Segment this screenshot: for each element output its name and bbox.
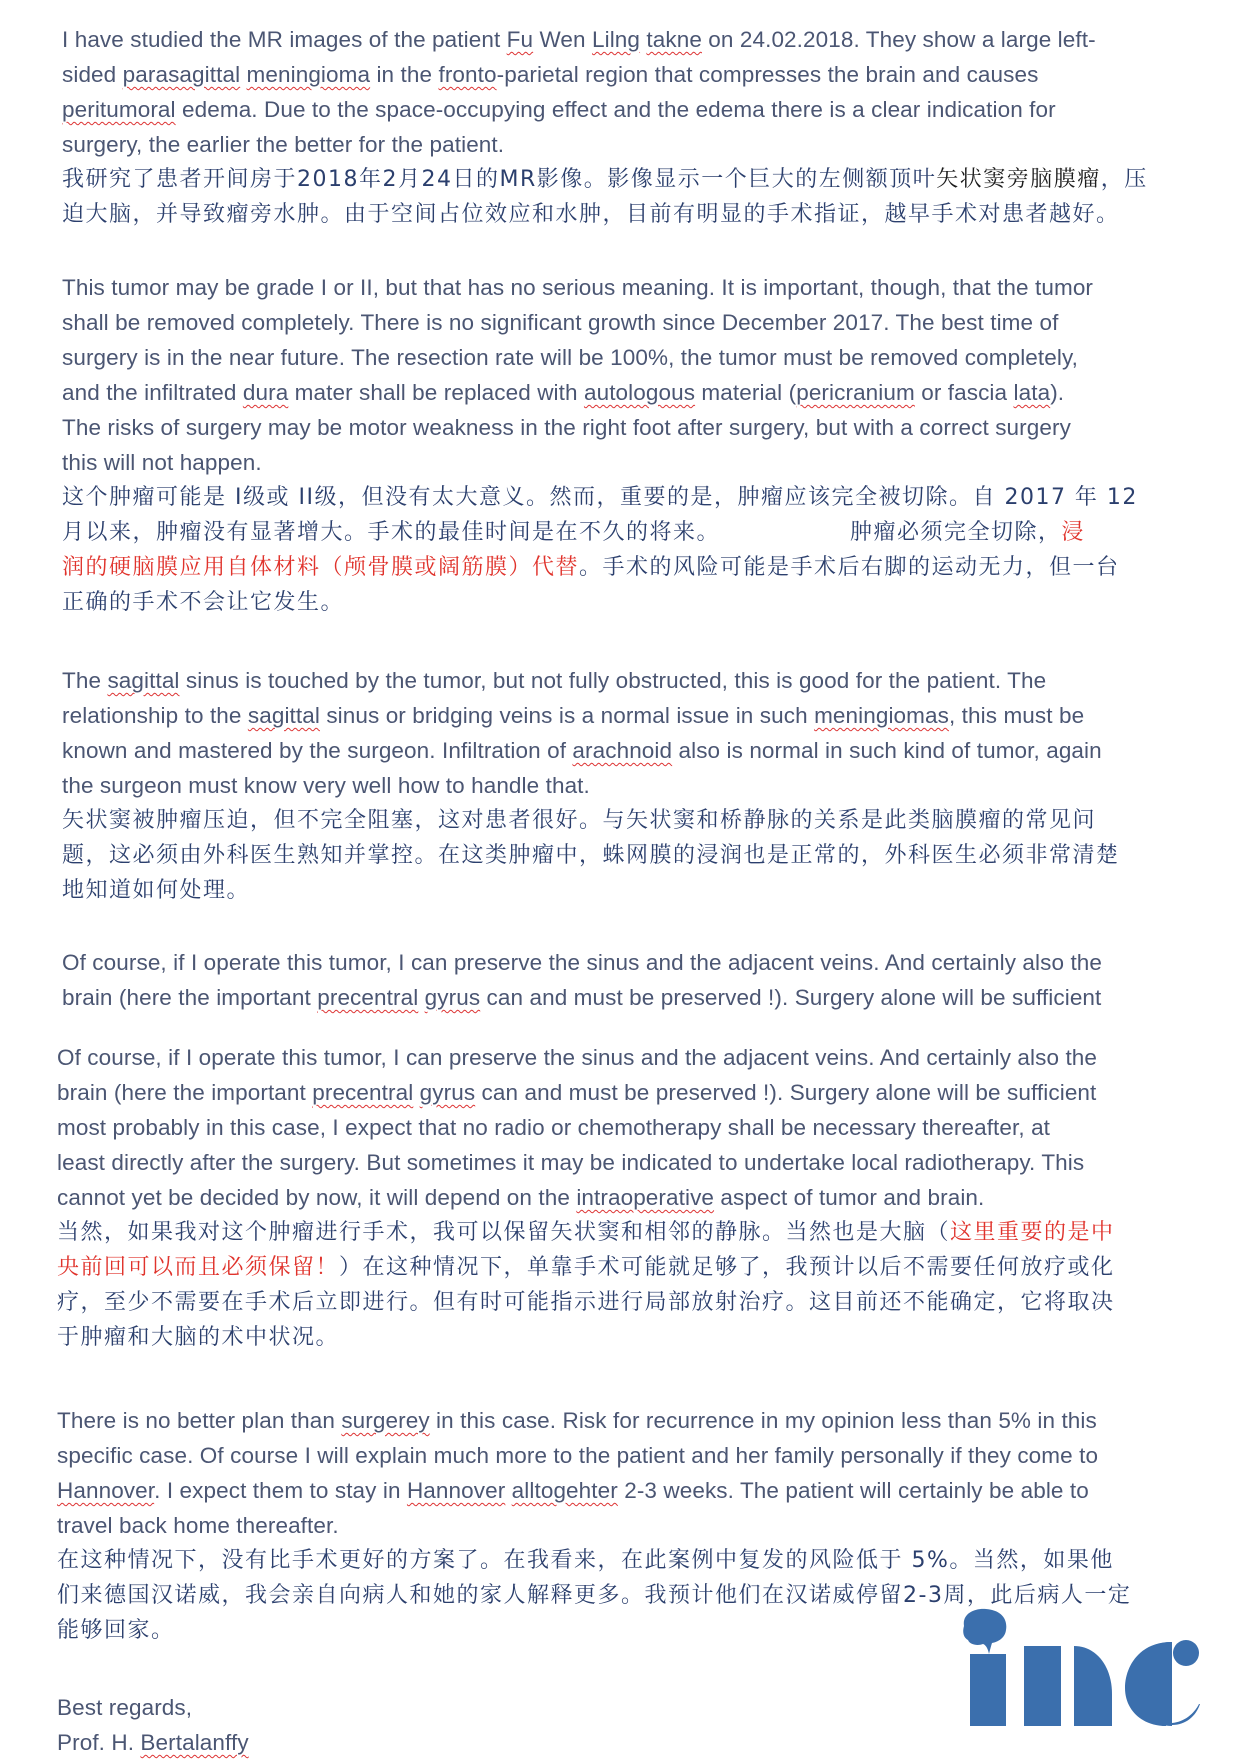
paragraph-block — [62, 270, 1138, 620]
text-segment: 题，这必须由外科医生熟知并掌控。在这类肿瘤中，蛛网膜的浸润也是正常的，外科医生必须非常清楚 — [62, 843, 1120, 868]
text-segment: The — [62, 668, 108, 693]
english-text-line — [62, 92, 1072, 127]
text-segment: this will not happen. — [62, 450, 262, 475]
text-segment: least directly after the surgery. But sometimes it may be indicated to undertake local radiotherapy. This — [57, 1150, 1085, 1175]
text-segment: 正确的手术不会让它发生。 — [62, 590, 345, 615]
text-segment: surgery, the earlier the better for the patient. — [62, 132, 505, 157]
text-segment: or fascia — [914, 380, 1014, 405]
text-segment: specific case. Of course I will explain much more to the patient and her family personally if they come to — [57, 1443, 1099, 1468]
english-text-line — [62, 663, 1072, 698]
spellcheck-flagged-word: intraoperative — [576, 1185, 715, 1210]
text-segment: the surgeon must know very well how to handle that. — [62, 773, 590, 798]
text-segment: 们来德国汉诺威，我会亲自向病人和她的家人解释更多。我预计他们在汉诺威停留2-3周，此后病人一定 — [57, 1583, 1132, 1608]
text-segment: 能够回家。 — [57, 1618, 175, 1643]
spellcheck-flagged-word: surgerey — [341, 1408, 430, 1433]
spellcheck-flagged-word: takne — [646, 27, 702, 52]
text-segment: 月以来，肿瘤没有显著增大。手术的最佳时间是在不久的将来。 肿瘤必须完全切除， — [62, 520, 1062, 545]
spellcheck-flagged-word: meningiomas — [814, 703, 949, 728]
spellcheck-flagged-word: autologous — [583, 380, 696, 405]
spellcheck-flagged-word: Lilng — [591, 27, 641, 52]
text-segment: and the infiltrated — [62, 380, 243, 405]
chinese-text-line — [62, 585, 1072, 620]
english-text-line — [62, 980, 1102, 1015]
paragraph-block — [57, 1040, 1115, 1355]
chinese-text-line — [57, 1250, 1115, 1285]
spellcheck-flagged-word: meningioma — [246, 62, 371, 87]
english-text-line — [57, 1145, 1085, 1180]
text-segment: 这个肿瘤可能是 I级或 II级，但没有太大意义。然而，重要的是，肿瘤应该完全被切除。自 2017 年 12 — [62, 485, 1138, 510]
english-text-line — [62, 270, 1094, 305]
spellcheck-flagged-word: Bertalanffy — [140, 1730, 249, 1755]
english-text-line — [62, 445, 1072, 480]
english-text-line — [57, 1725, 1067, 1760]
text-segment: 。手术的风险可能是手术后右脚的运动无力，但一台 — [579, 555, 1120, 580]
english-text-line — [57, 1180, 1067, 1215]
english-text-line — [57, 1110, 1067, 1145]
chinese-text-line — [62, 838, 1120, 873]
chinese-text-line — [57, 1320, 1067, 1355]
text-segment: 迫大脑，并导致瘤旁水肿。由于空间占位效应和水肿，目前有明显的手术指证，越早手术对患者越好。 — [62, 202, 1120, 227]
text-segment: shall be removed completely. There is no significant growth since December 2017. The best time of — [62, 310, 1059, 335]
english-text-line — [62, 57, 1072, 92]
text-segment: ). — [1050, 380, 1065, 405]
text-segment: 疗，至少不需要在手术后立即进行。但有时可能指示进行局部放射治疗。这目前还不能确定，它将取决 — [57, 1290, 1115, 1315]
text-segment: Wen — [533, 27, 592, 52]
highlighted-text: 这里重要的是中 — [950, 1220, 1115, 1245]
text-segment: 当然，如果我对这个肿瘤进行手术，我可以保留矢状窦和相邻的静脉。当然也是大脑（ — [57, 1220, 951, 1245]
text-segment: , this must be — [948, 703, 1085, 728]
spellcheck-flagged-word: dura — [242, 380, 289, 405]
text-segment: . I expect them to stay in — [154, 1478, 407, 1503]
highlighted-text: 润的硬脑膜应用自体材料（颅骨膜或阔筋膜）代替 — [62, 555, 580, 580]
text-segment: cannot yet be decided by now, it will depend on the — [57, 1185, 577, 1210]
text-segment: can and must be preserved !). Surgery alone will be sufficient — [475, 1080, 1097, 1105]
paragraph-block — [57, 1403, 1132, 1648]
spellcheck-flagged-word: gyrus — [424, 985, 481, 1010]
spellcheck-flagged-word: fronto — [438, 62, 497, 87]
text-segment: edema. Due to the space-occupying effect and the edema there is a clear indication for — [175, 97, 1056, 122]
text-segment: travel back home thereafter. — [57, 1513, 339, 1538]
spellcheck-flagged-word: sagittal — [107, 668, 180, 693]
text-segment: sinus or bridging veins is a normal issue in such — [319, 703, 815, 728]
text-segment: ，压 — [1100, 167, 1148, 192]
english-text-line — [57, 1403, 1097, 1438]
chinese-text-line — [57, 1578, 1132, 1613]
text-segment: -parietal region that compresses the brain and causes — [496, 62, 1039, 87]
chinese-text-line — [57, 1543, 1114, 1578]
chinese-text-line — [62, 162, 1148, 197]
english-text-line — [62, 375, 1072, 410]
text-segment: This tumor may be grade I or II, but that has no serious meaning. It is important, though, that the tumor — [62, 275, 1094, 300]
text-segment: mater shall be replaced with — [288, 380, 584, 405]
text-segment: Of course, if I operate this tumor, I can preserve the sinus and the adjacent veins. And certainly also the — [62, 950, 1103, 975]
chinese-text-line — [62, 515, 1086, 550]
text-segment: in the — [370, 62, 439, 87]
english-text-line — [62, 127, 1072, 162]
chinese-text-line — [57, 1285, 1115, 1320]
text-segment: Prof. H. — [57, 1730, 141, 1755]
text-segment: known and mastered by the surgeon. Infiltration of — [62, 738, 573, 763]
text-segment: I have studied the MR images of the patient — [62, 27, 507, 52]
text-segment: 于肿瘤和大脑的术中状况。 — [57, 1325, 340, 1350]
text-segment: The risks of surgery may be motor weakness in the right foot after surgery, but with a correct surgery — [62, 415, 1071, 440]
highlighted-text: 浸 — [1061, 520, 1086, 545]
text-segment: 在这种情况下，没有比手术更好的方案了。在我看来，在此案例中复发的风险低于 5%。当然，如果他 — [57, 1548, 1114, 1573]
text-segment: sinus is touched by the tumor, but not fully obstructed, this is good for the patient. The — [179, 668, 1047, 693]
text-segment: can and must be preserved !). Surgery alone will be sufficient — [480, 985, 1102, 1010]
paragraph-block — [62, 945, 1103, 1015]
english-text-line — [62, 698, 1085, 733]
spellcheck-flagged-word: alltogehter — [511, 1478, 618, 1503]
paragraph-block — [62, 22, 1148, 232]
text-segment: also is normal in such kind of tumor, again — [672, 738, 1102, 763]
text-segment: There is no better plan than — [57, 1408, 342, 1433]
chinese-text-line — [62, 873, 1072, 908]
chinese-text-line — [57, 1215, 1115, 1250]
english-text-line — [62, 340, 1078, 375]
text-segment: Of course, if I operate this tumor, I can preserve the sinus and the adjacent veins. And certainly also the — [57, 1045, 1098, 1070]
text-segment: 矢状窦被肿瘤压迫，但不完全阻塞，这对患者很好。与矢状窦和桥静脉的关系是此类脑膜瘤的常见问 — [62, 808, 1097, 833]
english-text-line — [62, 305, 1072, 340]
text-segment: relationship to the — [62, 703, 248, 728]
text-segment: 我研究了患者开间房于2018年2月24日的MR影像。影像显示一个巨大的左侧额顶叶 — [62, 167, 937, 192]
text-segment: Best regards, — [57, 1695, 193, 1720]
spellcheck-flagged-word: peritumoral — [62, 97, 176, 122]
english-text-line — [57, 1075, 1097, 1110]
english-text-line — [57, 1508, 1067, 1543]
spellcheck-flagged-word: pericranium — [796, 380, 915, 405]
english-text-line — [57, 1438, 1099, 1473]
english-text-line — [62, 410, 1072, 445]
text-segment: ）在这种情况下，单靠手术可能就足够了，我预计以后不需要任何放疗或化 — [339, 1255, 1115, 1280]
text-segment: surgery is in the near future. The resection rate will be 100%, the tumor must be removed completely, — [62, 345, 1078, 370]
text-segment: brain (here the important — [62, 985, 318, 1010]
spellcheck-flagged-word: lata — [1013, 380, 1051, 405]
spellcheck-flagged-word: gyrus — [419, 1080, 476, 1105]
spellcheck-flagged-word: arachnoid — [572, 738, 673, 763]
inc-logo-brain-icon — [960, 1608, 1200, 1726]
spellcheck-flagged-word: Hannover — [57, 1478, 155, 1503]
paragraph-block — [57, 1690, 1067, 1760]
english-text-line — [62, 733, 1102, 768]
text-segment: brain (here the important — [57, 1080, 313, 1105]
english-text-line — [62, 22, 1096, 57]
chinese-text-line — [62, 197, 1120, 232]
text-segment: aspect of tumor and brain. — [714, 1185, 985, 1210]
english-text-line — [57, 1473, 1089, 1508]
spellcheck-flagged-word: Fu — [506, 27, 534, 52]
spellcheck-flagged-word: Hannover — [406, 1478, 506, 1503]
text-segment: sided — [62, 62, 123, 87]
chinese-text-line — [62, 803, 1097, 838]
text-segment: 2-3 weeks. The patient will certainly be able to — [617, 1478, 1089, 1503]
text-segment: in this case. Risk for recurrence in my opinion less than 5% in this — [429, 1408, 1097, 1433]
chinese-text-line — [57, 1613, 1067, 1648]
paragraph-block — [62, 663, 1120, 908]
highlighted-text: 央前回可以而且必须保留！ — [57, 1255, 340, 1280]
english-text-line — [62, 768, 1072, 803]
text-segment: 地知道如何处理。 — [62, 878, 251, 903]
english-text-line — [57, 1040, 1098, 1075]
spellcheck-flagged-word: precentral — [312, 1080, 414, 1105]
english-text-line — [62, 945, 1103, 980]
text-segment: on 24.02.2018. They show a large left- — [701, 27, 1096, 52]
english-text-line — [57, 1690, 1067, 1725]
spellcheck-flagged-word: sagittal — [247, 703, 320, 728]
emphasized-term: 矢状窦旁脑膜瘤 — [936, 167, 1101, 192]
text-segment: most probably in this case, I expect that no radio or chemotherapy shall be necessary thereafter, at — [57, 1115, 1051, 1140]
spellcheck-flagged-word: precentral — [317, 985, 419, 1010]
chinese-text-line — [62, 480, 1138, 515]
chinese-text-line — [62, 550, 1120, 585]
spellcheck-flagged-word: parasagittal — [122, 62, 241, 87]
text-segment: material ( — [695, 380, 797, 405]
